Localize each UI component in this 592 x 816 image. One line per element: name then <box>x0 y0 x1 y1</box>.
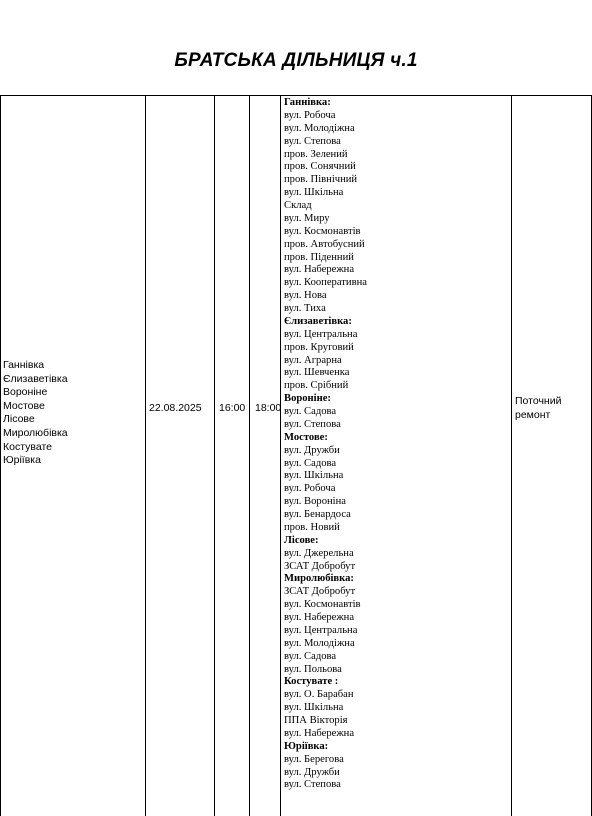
street-item: вул. Бенардоса <box>284 509 351 520</box>
street-item: вул. Садова <box>284 406 337 417</box>
note-line: ремонт <box>515 409 551 421</box>
street-item: вул. Садова <box>284 650 337 662</box>
note-line: Поточний <box>515 395 562 407</box>
note-cell <box>515 394 561 422</box>
street-item: вул. Польова <box>284 663 342 675</box>
street-item: вул. Миру <box>284 212 330 224</box>
street-item: вул. Джерельна <box>284 547 354 559</box>
settlement-heading: Миролюбівка: <box>284 573 354 585</box>
street-item: вул. Шкільна <box>284 187 344 199</box>
street-item: вул. Молодіжна <box>284 637 355 649</box>
table-border-left <box>0 96 1 816</box>
end-time-cell: 18:00 <box>255 402 282 414</box>
street-item: вул. Степова <box>284 779 341 791</box>
street-item: вул. Шкільна <box>284 470 344 482</box>
street-item: вул. Набережна <box>284 727 355 739</box>
street-item: пров. Північний <box>284 174 358 186</box>
street-item: пров. Зелений <box>284 148 348 160</box>
street-item: вул. Дружби <box>284 766 340 778</box>
street-item: вул. Тиха <box>284 303 326 314</box>
street-item: вул. Шевченка <box>284 367 350 379</box>
street-item: ЗСАТ Добробут <box>284 586 356 598</box>
street-item: пров. Піденний <box>284 251 354 263</box>
settlements-cell <box>3 359 68 468</box>
street-item: ЗСАТ Добробут <box>284 560 356 572</box>
street-item: вул. Вороніна <box>284 496 346 508</box>
street-item: вул. Космонавтів <box>284 225 361 237</box>
settlement-name: Лісове <box>3 413 35 426</box>
street-item: вул. Шкільна <box>284 702 344 714</box>
street-item: вул. Центральна <box>284 624 358 636</box>
settlement-name: Ганнівка <box>3 359 45 371</box>
street-item: вул. Аграрна <box>284 354 342 366</box>
settlement-heading: Мостове: <box>284 431 328 443</box>
column-divider <box>511 96 512 816</box>
settlement-name: Єлизаветівка <box>3 372 68 385</box>
street-item: вул. Молодіжна <box>284 122 355 134</box>
settlement-name: Миролюбівка <box>3 426 68 439</box>
street-item: вул. Центральна <box>284 328 358 340</box>
page-title: БРАТСЬКА ДІЛЬНИЦЯ ч.1 <box>174 50 418 71</box>
settlement-name: Мостове <box>3 399 45 412</box>
date-cell: 22.08.2025 <box>149 402 202 414</box>
column-divider <box>145 96 146 816</box>
column-divider <box>214 96 215 816</box>
settlement-heading: Ганнівка: <box>284 97 331 108</box>
settlement-heading: Вороніне: <box>284 393 331 405</box>
settlement-name: Юріївка <box>3 454 41 467</box>
settlement-heading: Єлизаветівка: <box>284 315 352 327</box>
street-item: пров. Круговий <box>284 341 354 353</box>
settlement-name: Вороніне <box>3 386 48 399</box>
streets-cell <box>284 97 510 792</box>
street-item: вул. О. Барабан <box>284 689 354 701</box>
settlement-heading: Лісове: <box>284 534 319 546</box>
street-item: вул. Нова <box>284 290 327 302</box>
street-item: вул. Кооперативна <box>284 277 367 289</box>
street-item: вул. Дружби <box>284 444 340 456</box>
street-item: вул. Космонавтів <box>284 599 361 611</box>
column-divider <box>280 96 281 816</box>
street-item: вул. Набережна <box>284 612 355 623</box>
street-item: вул. Робоча <box>284 109 336 121</box>
street-item: вул. Степова <box>284 135 341 147</box>
street-item: пров. Срібний <box>284 380 349 392</box>
settlement-heading: Юріївка: <box>284 740 329 752</box>
street-item: Склад <box>284 200 312 211</box>
street-item: вул. Степова <box>284 418 341 430</box>
street-item: пров. Сонячний <box>284 161 356 173</box>
column-divider <box>249 96 250 816</box>
settlement-name: Костувате <box>3 440 52 453</box>
street-item: вул. Робоча <box>284 483 336 495</box>
street-item: вул. Садова <box>284 457 337 469</box>
outage-table <box>0 95 592 816</box>
street-item: вул. Набережна <box>284 264 355 276</box>
street-item: вул. Берегова <box>284 753 344 765</box>
street-item: пров. Автобусний <box>284 238 365 250</box>
start-time-cell: 16:00 <box>219 402 246 414</box>
settlement-heading: Костувате : <box>284 676 339 688</box>
street-item: ППА Вікторія <box>284 715 348 726</box>
street-item: пров. Новий <box>284 521 340 533</box>
